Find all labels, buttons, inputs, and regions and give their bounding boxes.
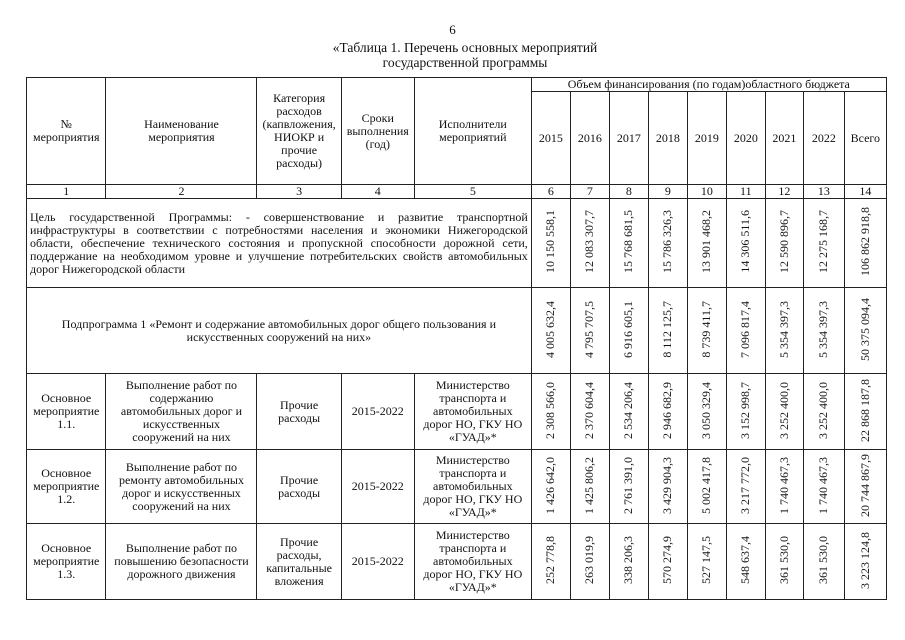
value-cell (531, 199, 570, 288)
value-text: 106 862 918,8 (857, 207, 872, 276)
activity-period: 2015-2022 (341, 374, 414, 450)
col-number: 7 (570, 185, 609, 199)
activity-category: Прочие расходы, капитальные вложения (257, 524, 341, 600)
value-cell (609, 450, 648, 524)
value-cell (609, 288, 648, 374)
value-cell (687, 450, 726, 524)
value-text: 3 252 400,0 (816, 381, 831, 439)
value-text: 13 901 468,2 (699, 210, 714, 273)
value-cell (687, 374, 726, 450)
value-cell (648, 374, 687, 450)
col-number: 6 (531, 185, 570, 199)
subprogram-row (27, 288, 887, 374)
value-text: 14 306 511,6 (738, 210, 753, 273)
value-cell (570, 450, 609, 524)
value-text: 361 530,0 (816, 536, 831, 584)
value-cell (803, 450, 844, 524)
value-text: 8 739 411,7 (699, 300, 714, 358)
value-cell (531, 374, 570, 450)
value-cell (844, 450, 886, 524)
table-title (300, 40, 630, 70)
value-cell (803, 524, 844, 600)
value-text: 7 096 817,4 (738, 300, 753, 358)
activity-period: 2015-2022 (341, 450, 414, 524)
value-cell (648, 199, 687, 288)
table-title-line1: «Таблица 1. Перечень основных мероприятий (332, 40, 598, 55)
table-title-line2: государственной программы (382, 55, 548, 70)
value-text: 1 425 806,2 (582, 456, 597, 514)
header-year: 2016 (570, 92, 609, 185)
value-text: 3 152 998,7 (738, 381, 753, 439)
value-text: 527 147,5 (699, 536, 714, 584)
value-text: 12 275 168,7 (816, 210, 831, 273)
value-text: 252 778,8 (543, 536, 558, 584)
value-text: 2 308 566,0 (543, 381, 558, 439)
value-cell (687, 524, 726, 600)
value-cell (609, 524, 648, 600)
header-year-total: Всего (844, 92, 886, 185)
value-cell (765, 199, 803, 288)
header-year: 2019 (687, 92, 726, 185)
value-cell (648, 288, 687, 374)
value-text: 50 375 094,4 (857, 297, 872, 361)
header-period: Сроки выполнения (год) (341, 78, 414, 185)
activity-name: Выполнение работ по повышению безопасности дорожного движения (106, 524, 257, 600)
header-year: 2017 (609, 92, 648, 185)
value-cell (531, 524, 570, 600)
value-text: 5 354 397,3 (776, 300, 791, 358)
col-number: 3 (257, 185, 341, 199)
value-text: 1 740 467,3 (816, 456, 831, 514)
col-number: 11 (726, 185, 765, 199)
value-text: 10 150 558,1 (543, 210, 558, 273)
value-text: 12 590 896,7 (776, 210, 791, 273)
value-text: 1 740 467,3 (776, 456, 791, 514)
value-text: 4 795 707,5 (582, 300, 597, 358)
col-number: 1 (27, 185, 106, 199)
page-number: 6 (449, 22, 456, 37)
value-text: 3 223 124,8 (857, 531, 872, 589)
value-text: 3 252 400,0 (776, 381, 791, 439)
value-cell (570, 524, 609, 600)
value-cell (844, 199, 886, 288)
activity-name: Выполнение работ по содержанию автомобильных дорог и искусственных сооружений на них (106, 374, 257, 450)
value-cell (726, 450, 765, 524)
col-number: 13 (803, 185, 844, 199)
value-cell (765, 450, 803, 524)
value-text: 22 868 187,8 (857, 378, 872, 442)
value-cell (844, 524, 886, 600)
header-year: 2022 (803, 92, 844, 185)
value-text: 5 002 417,8 (699, 456, 714, 514)
value-cell (803, 288, 844, 374)
value-text: 8 112 125,7 (660, 300, 675, 358)
value-text: 338 206,3 (621, 536, 636, 584)
value-cell (803, 199, 844, 288)
value-cell (765, 374, 803, 450)
activity-row (27, 524, 887, 600)
value-text: 3 217 772,0 (738, 456, 753, 514)
value-cell (726, 288, 765, 374)
header-year: 2021 (765, 92, 803, 185)
value-text: 1 426 642,0 (543, 456, 558, 514)
activity-name: Выполнение работ по ремонту автомобильных дорог и искусственных сооружений на них (106, 450, 257, 524)
goal-row (27, 199, 887, 288)
value-cell (648, 524, 687, 600)
value-cell (648, 450, 687, 524)
col-number: 4 (341, 185, 414, 199)
goal-text: Цель государственной Программы: - совершенствование и развитие транспортной инфраструктуры в соответствии с потребностями населения и экономики Нижегородской области, обеспечение технического состояния и пропускной способности дорожной сети, поддержание на необходимом уровне и улучшение потребительских свойств автомобильных дорог Нижегородской области (27, 199, 532, 288)
col-number: 9 (648, 185, 687, 199)
activity-row (27, 450, 887, 524)
col-number: 5 (414, 185, 531, 199)
activity-category: Прочие расходы (257, 450, 341, 524)
header-funding: Объем финансирования (по годам)областного бюджета (531, 78, 886, 92)
value-text: 3 429 904,3 (660, 456, 675, 514)
value-cell (570, 374, 609, 450)
subprogram-text: Подпрограмма 1 «Ремонт и содержание автомобильных дорог общего пользования и искусственных сооружений на них» (27, 288, 532, 374)
value-cell (570, 288, 609, 374)
column-numbers-row (27, 185, 887, 199)
value-text: 15 768 681,5 (621, 210, 636, 273)
value-text: 2 946 682,9 (660, 381, 675, 439)
value-cell (531, 288, 570, 374)
activity-executor: Министерство транспорта и автомобильных дорог НО, ГКУ НО «ГУАД»* (414, 374, 531, 450)
value-cell (609, 374, 648, 450)
activity-period: 2015-2022 (341, 524, 414, 600)
value-cell (609, 199, 648, 288)
value-text: 361 530,0 (776, 536, 791, 584)
value-cell (844, 288, 886, 374)
header-category: Категория расходов (капвложения, НИОКР и прочие расходы) (257, 78, 341, 185)
value-text: 5 354 397,3 (816, 300, 831, 358)
value-text: 20 744 867,9 (857, 453, 872, 517)
header-name: Наименование мероприятия (106, 78, 257, 185)
value-text: 570 274,9 (660, 536, 675, 584)
header-year: 2015 (531, 92, 570, 185)
value-cell (765, 288, 803, 374)
activity-num: Основное мероприятие 1.1. (27, 374, 106, 450)
col-number: 14 (844, 185, 886, 199)
value-cell (803, 374, 844, 450)
header-executors: Исполнители мероприятий (414, 78, 531, 185)
value-text: 3 050 329,4 (699, 381, 714, 439)
activities-table (26, 77, 887, 600)
value-text: 4 005 632,4 (543, 300, 558, 358)
col-number: 2 (106, 185, 257, 199)
activity-executor: Министерство транспорта и автомобильных дорог НО, ГКУ НО «ГУАД»* (414, 524, 531, 600)
header-year: 2020 (726, 92, 765, 185)
value-text: 548 637,4 (738, 536, 753, 584)
header-num: № мероприятия (27, 78, 106, 185)
value-cell (570, 199, 609, 288)
activity-row (27, 374, 887, 450)
col-number: 8 (609, 185, 648, 199)
value-cell (726, 374, 765, 450)
value-cell (765, 524, 803, 600)
activity-num: Основное мероприятие 1.2. (27, 450, 106, 524)
value-text: 2 761 391,0 (621, 456, 636, 514)
activity-executor: Министерство транспорта и автомобильных дорог НО, ГКУ НО «ГУАД»* (414, 450, 531, 524)
header-year: 2018 (648, 92, 687, 185)
activity-num: Основное мероприятие 1.3. (27, 524, 106, 600)
value-cell (531, 450, 570, 524)
col-number: 12 (765, 185, 803, 199)
value-text: 2 534 206,4 (621, 381, 636, 439)
value-text: 15 786 326,3 (660, 210, 675, 273)
col-number: 10 (687, 185, 726, 199)
activity-category: Прочие расходы (257, 374, 341, 450)
value-text: 263 019,9 (582, 536, 597, 584)
header-row-1 (27, 78, 887, 92)
value-cell (687, 288, 726, 374)
value-cell (687, 199, 726, 288)
value-text: 2 370 604,4 (582, 381, 597, 439)
value-cell (726, 524, 765, 600)
value-text: 6 916 605,1 (621, 300, 636, 358)
value-cell (726, 199, 765, 288)
value-cell (844, 374, 886, 450)
value-text: 12 083 307,7 (582, 210, 597, 273)
